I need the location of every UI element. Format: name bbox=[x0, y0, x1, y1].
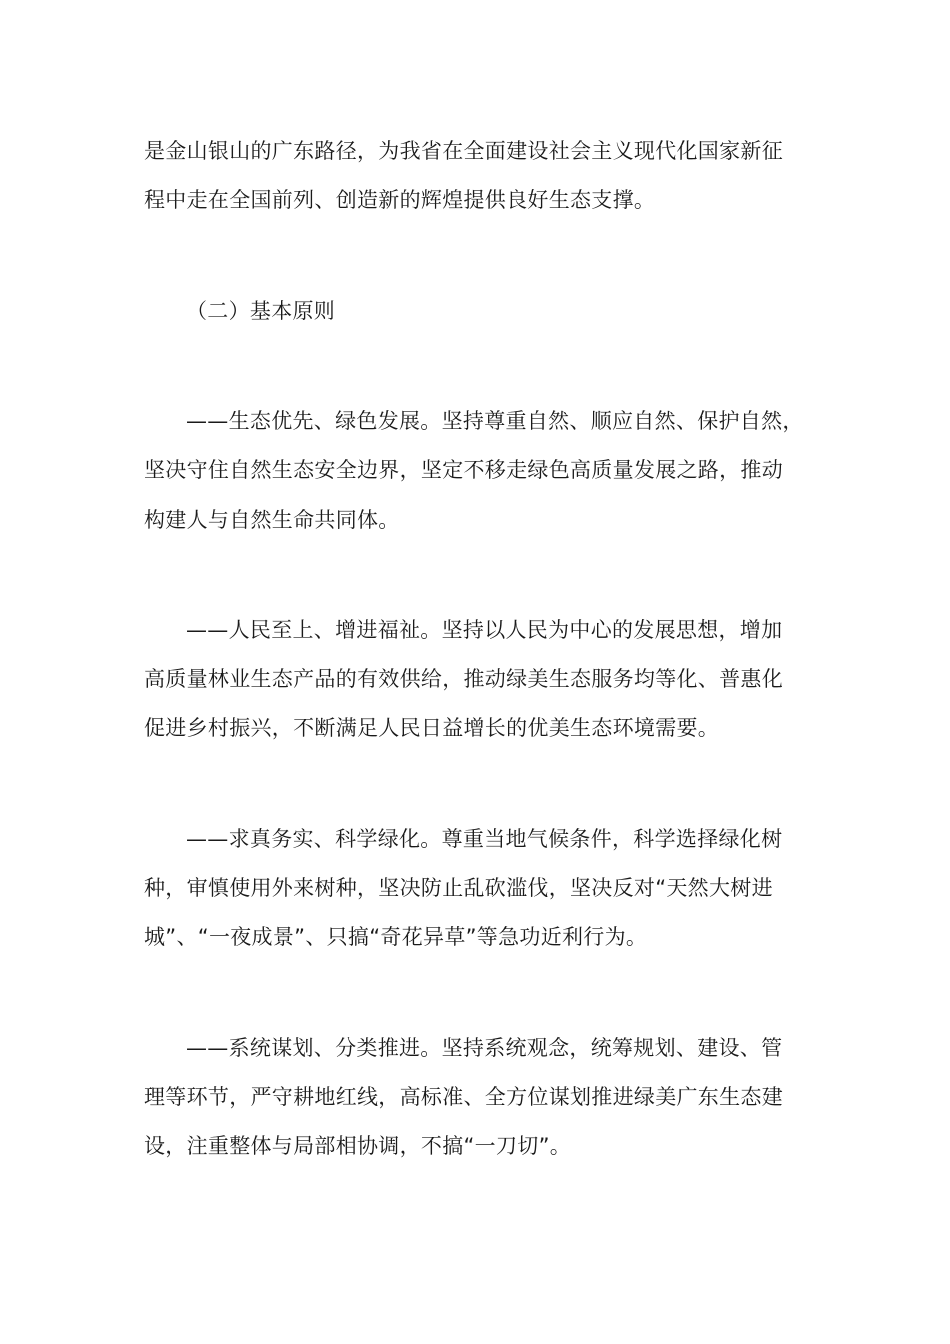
intro-line: 是金山银山的广东路径，为我省在全面建设社会主义现代化国家新征 bbox=[144, 139, 783, 163]
principle-3-line: 城”、“一夜成景”、只搞“奇花异草”等急功近利行为。 bbox=[144, 925, 648, 949]
principle-2-line: 促进乡村振兴，不断满足人民日益增长的优美生态环境需要。 bbox=[144, 716, 720, 740]
intro-line: 程中走在全国前列、创造新的辉煌提供良好生态支撑。 bbox=[144, 188, 656, 212]
principle-1-line: 坚决守住自然生态安全边界，坚定不移走绿色高质量发展之路，推动 bbox=[144, 458, 783, 482]
principle-1-line: 构建人与自然生命共同体。 bbox=[144, 508, 400, 532]
principle-3-line: ——求真务实、科学绿化。尊重当地气候条件，科学选择绿化树 bbox=[186, 827, 783, 851]
principle-4-line: ——系统谋划、分类推进。坚持系统观念，统筹规划、建设、管 bbox=[186, 1036, 783, 1060]
principle-2-line: ——人民至上、增进福祉。坚持以人民为中心的发展思想，增加 bbox=[186, 618, 783, 642]
principle-4-line: 理等环节，严守耕地红线，高标准、全方位谋划推进绿美广东生态建 bbox=[144, 1085, 783, 1109]
principle-2-line: 高质量林业生态产品的有效供给，推动绿美生态服务均等化、普惠化 bbox=[144, 667, 783, 691]
section-heading: （二）基本原则 bbox=[186, 299, 336, 323]
principle-1-line: ——生态优先、绿色发展。坚持尊重自然、顺应自然、保护自然， bbox=[186, 409, 804, 433]
principle-4-line: 设，注重整体与局部相协调，不搞“一刀切”。 bbox=[144, 1134, 572, 1158]
principle-3-line: 种，审慎使用外来树种，坚决防止乱砍滥伐，坚决反对“天然大树进 bbox=[144, 876, 773, 900]
